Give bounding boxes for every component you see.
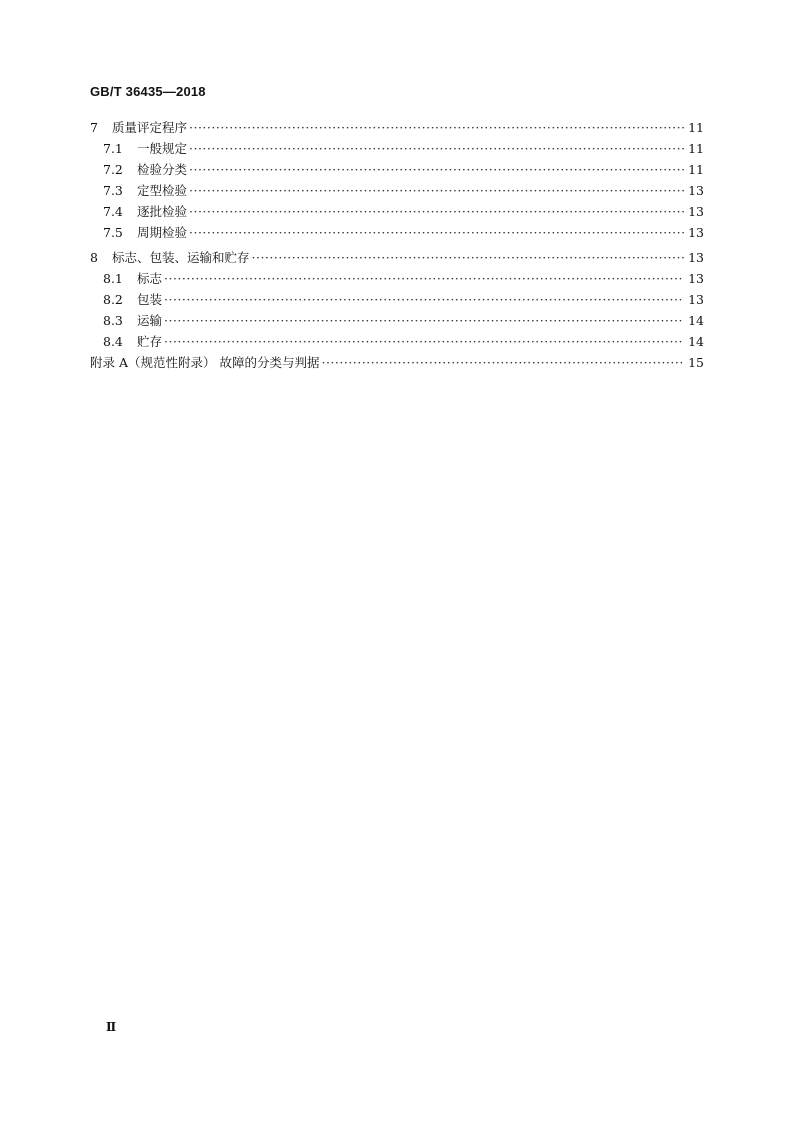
toc-entry[interactable]	[90, 160, 704, 181]
toc-leader	[164, 313, 684, 328]
toc-entry-page: 14	[688, 334, 704, 349]
toc-entry[interactable]	[90, 139, 704, 160]
toc-entry[interactable]	[90, 269, 704, 290]
toc-leader	[252, 250, 685, 265]
toc-entry-number: 8.4	[103, 334, 123, 349]
toc-entry-page: 13	[688, 225, 704, 240]
toc-entry-page: 13	[688, 292, 704, 307]
toc-entry-page: 14	[688, 313, 704, 328]
toc-entry-page: 13	[688, 250, 704, 265]
toc-entry-appendix[interactable]	[90, 353, 704, 374]
toc-entry-page: 13	[688, 271, 704, 286]
toc-leader	[164, 334, 684, 349]
toc-entry-title: 附录 A（规范性附录） 故障的分类与判据	[90, 355, 320, 370]
toc-entry-page: 13	[688, 204, 704, 219]
toc-entry[interactable]	[90, 223, 704, 244]
toc-entry-number: 7.3	[103, 183, 123, 198]
toc-leader	[189, 120, 684, 135]
toc-leader	[164, 271, 684, 286]
toc-entry[interactable]	[90, 311, 704, 332]
toc-leader	[189, 183, 684, 198]
page-number: Ⅱ	[106, 1020, 117, 1034]
toc-entry[interactable]	[90, 290, 704, 311]
toc-leader	[164, 292, 684, 307]
toc-entry-number: 7.2	[103, 162, 123, 177]
toc-entry-title: 贮存	[137, 334, 163, 349]
toc-entry[interactable]	[90, 248, 704, 269]
toc-leader	[189, 141, 684, 156]
toc-leader	[321, 355, 684, 370]
toc-entry[interactable]	[90, 118, 704, 139]
toc-entry-title: 周期检验	[137, 225, 188, 240]
toc-entry-page: 11	[688, 120, 704, 135]
toc-entry-title: 质量评定程序	[112, 120, 188, 135]
document-code: GB/T 36435—2018	[90, 84, 206, 99]
toc-entry-title: 检验分类	[137, 162, 188, 177]
toc-entry[interactable]	[90, 202, 704, 223]
toc-entry-title: 标志、包装、运输和贮存	[112, 250, 250, 265]
toc-entry-page: 13	[688, 183, 704, 198]
toc-entry-title: 运输	[137, 313, 163, 328]
toc-leader	[189, 204, 684, 219]
toc-entry[interactable]	[90, 332, 704, 353]
toc-entry[interactable]	[90, 181, 704, 202]
toc-leader	[189, 162, 684, 177]
toc-entry-page: 15	[688, 355, 704, 370]
toc-entry-number: 8.3	[103, 313, 123, 328]
toc-entry-title: 定型检验	[137, 183, 188, 198]
toc-entry-number: 7	[90, 120, 98, 135]
toc-entry-number: 8.1	[103, 271, 123, 286]
toc-entry-title: 一般规定	[137, 141, 188, 156]
toc-entry-number: 8	[90, 250, 98, 265]
toc-leader	[189, 225, 684, 240]
toc-entry-number: 7.1	[103, 141, 123, 156]
toc-entry-title: 包装	[137, 292, 163, 307]
toc-entry-title: 逐批检验	[137, 204, 188, 219]
toc-entry-page: 11	[688, 162, 704, 177]
toc-entry-number: 7.4	[103, 204, 123, 219]
toc-entry-page: 11	[688, 141, 704, 156]
toc-entry-number: 8.2	[103, 292, 123, 307]
toc-entry-number: 7.5	[103, 225, 123, 240]
toc-entry-title: 标志	[137, 271, 163, 286]
table-of-contents	[90, 118, 704, 374]
